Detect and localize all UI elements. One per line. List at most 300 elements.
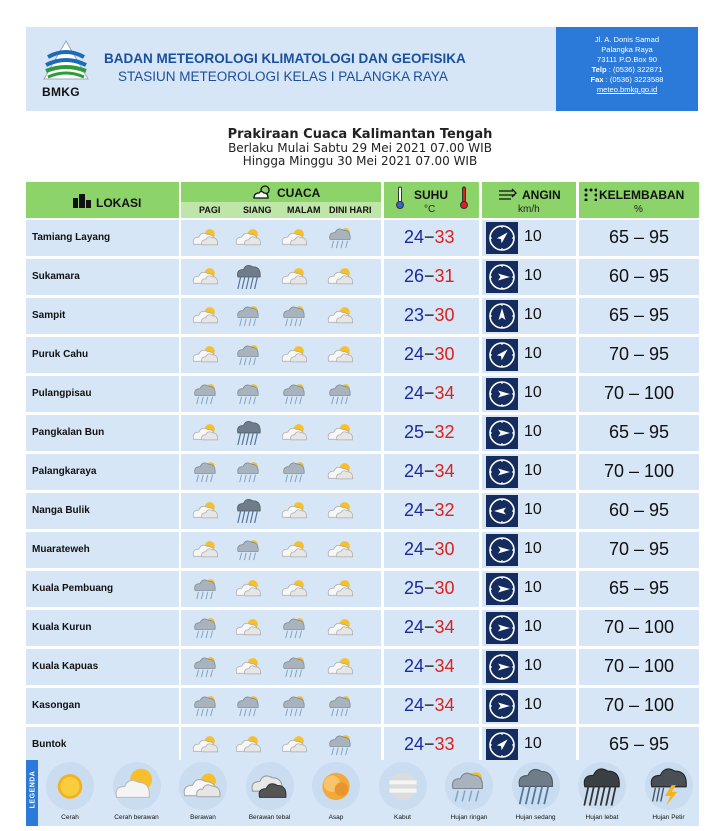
temperature-cell <box>384 532 479 568</box>
location-name: Buntok <box>32 739 67 750</box>
wind-cell <box>482 415 576 451</box>
table-row <box>26 571 699 607</box>
temp-dash: − <box>424 539 435 559</box>
legend-item-kabut <box>373 762 433 824</box>
legend-item-asap <box>306 762 366 824</box>
wind-cell <box>482 376 576 412</box>
weather-berawan-icon <box>234 575 264 603</box>
temp-max: 34 <box>434 617 455 637</box>
weather-hujan-ringan-icon <box>191 458 221 486</box>
weather-berawan-icon <box>326 497 356 525</box>
weather-berawan-icon <box>191 497 221 525</box>
thermometer-hot-icon <box>460 186 468 210</box>
humidity-cell <box>579 532 699 568</box>
weather-cell <box>181 259 381 295</box>
temp-dash: − <box>424 578 435 598</box>
humidity-cell <box>579 454 699 490</box>
weather-berawan-icon <box>326 458 356 486</box>
humidity-range: 65 – 95 <box>608 578 670 598</box>
weather-berawan-icon <box>234 224 264 252</box>
wind-compass-icon <box>486 222 518 254</box>
header-lokasi <box>26 182 179 218</box>
table-row <box>26 649 699 685</box>
weather-cell <box>181 610 381 646</box>
legend-label: Hujan sedang <box>515 814 556 821</box>
wind-cell <box>482 337 576 373</box>
legend-item-hujan-sedang <box>506 762 566 824</box>
weather-cell <box>181 571 381 607</box>
table-row <box>26 610 699 646</box>
temp-min: 25 <box>404 578 425 598</box>
wind-compass-icon <box>486 456 518 488</box>
location-name: Muarateweh <box>32 544 90 555</box>
contact-line: 73111 P.O.Box 90 <box>597 55 657 64</box>
table-row <box>26 415 699 451</box>
temperature-range <box>404 578 455 599</box>
temp-max: 34 <box>434 695 455 715</box>
temperature-range <box>404 461 455 482</box>
weather-berawan-icon <box>280 575 310 603</box>
angin-label: ANGIN <box>522 188 561 202</box>
temp-max: 32 <box>434 422 455 442</box>
location-cell <box>26 376 179 412</box>
period-band <box>181 202 381 218</box>
temp-min: 24 <box>404 617 425 637</box>
weather-hujan-ringan-icon <box>234 380 264 408</box>
weather-berawan-icon <box>326 263 356 291</box>
temp-min: 25 <box>404 422 425 442</box>
weather-berawan-icon <box>326 575 356 603</box>
wind-compass-icon <box>486 300 518 332</box>
weather-cell <box>181 493 381 529</box>
wind-cell <box>482 259 576 295</box>
wind-speed: 10 <box>524 735 542 752</box>
humidity-range: 70 – 95 <box>608 344 670 364</box>
wind-compass-icon <box>486 339 518 371</box>
wind-speed: 10 <box>524 657 542 674</box>
location-name: Kuala Pembuang <box>32 583 114 594</box>
weather-berawan-icon <box>280 731 310 759</box>
location-name: Puruk Cahu <box>32 349 89 360</box>
location-cell <box>26 298 179 334</box>
contact-telp: Telp : (0536) 322871 <box>591 65 663 74</box>
temp-max: 30 <box>434 578 455 598</box>
humidity-range: 70 – 100 <box>603 461 675 481</box>
city-icon <box>72 192 92 208</box>
weather-hujan-ringan-icon <box>191 692 221 720</box>
wind-compass-icon <box>486 495 518 527</box>
temperature-cell <box>384 415 479 451</box>
temp-min: 24 <box>404 734 425 754</box>
temperature-cell <box>384 220 479 256</box>
suhu-unit: °C <box>424 204 436 215</box>
table-row <box>26 220 699 256</box>
temperature-range <box>404 539 455 560</box>
weather-hujan-ringan-icon <box>191 380 221 408</box>
header-kelembaban <box>579 182 699 218</box>
weather-berawan-icon <box>191 419 221 447</box>
legend-label: Hujan Petir <box>652 814 685 821</box>
temp-max: 30 <box>434 344 455 364</box>
website-link[interactable]: meteo.bmkg.go.id <box>596 85 658 94</box>
weather-hujan-ringan-icon <box>280 380 310 408</box>
weather-hujan-ringan-icon <box>280 302 310 330</box>
temp-min: 23 <box>404 305 425 325</box>
temp-max: 31 <box>434 266 455 286</box>
temperature-cell <box>384 727 479 763</box>
weather-cell <box>181 220 381 256</box>
period-malam: MALAM <box>287 205 321 215</box>
weather-hujan-ringan-icon <box>234 341 264 369</box>
location-name: Sampit <box>32 310 66 321</box>
legend-item-cerah-berawan <box>107 762 167 824</box>
weather-cell <box>181 532 381 568</box>
humidity-range: 60 – 95 <box>608 500 670 520</box>
weather-hujan-ringan-icon <box>326 380 356 408</box>
berawan-icon <box>181 766 225 807</box>
wind-cell <box>482 493 576 529</box>
temp-max: 34 <box>434 383 455 403</box>
temp-min: 24 <box>404 227 425 247</box>
location-name: Sukamara <box>32 271 80 282</box>
wind-compass-icon <box>486 612 518 644</box>
legend-item-cerah <box>40 762 100 824</box>
temperature-cell <box>384 649 479 685</box>
weather-hujan-ringan-icon <box>234 692 264 720</box>
temperature-cell <box>384 298 479 334</box>
weather-hujan-ringan-icon <box>280 692 310 720</box>
temperature-range <box>404 734 455 755</box>
weather-hujan-ringan-icon <box>280 458 310 486</box>
temperature-cell <box>384 493 479 529</box>
location-name: Nanga Bulik <box>32 505 90 516</box>
location-name: Pangkalan Bun <box>32 427 105 438</box>
wind-compass-icon <box>486 378 518 410</box>
weather-hujan-ringan-icon <box>326 731 356 759</box>
wind-compass-icon <box>486 261 518 293</box>
temp-max: 32 <box>434 500 455 520</box>
humidity-range: 60 – 95 <box>608 266 670 286</box>
humidity-cell <box>579 649 699 685</box>
location-name: Pulangpisau <box>32 388 92 399</box>
weather-cell <box>181 376 381 412</box>
humidity-cell <box>579 376 699 412</box>
wind-speed: 10 <box>524 345 542 362</box>
weather-hujan-sedang-icon <box>234 263 264 291</box>
location-name: Kuala Kurun <box>32 622 92 633</box>
table-row <box>26 337 699 373</box>
period-pagi: PAGI <box>199 205 221 215</box>
table-row <box>26 454 699 490</box>
location-cell <box>26 493 179 529</box>
humidity-range: 65 – 95 <box>608 227 670 247</box>
temp-min: 24 <box>404 656 425 676</box>
weather-berawan-icon <box>191 224 221 252</box>
weather-berawan-icon <box>280 419 310 447</box>
weather-berawan-icon <box>191 341 221 369</box>
wind-icon <box>498 188 518 200</box>
temperature-cell <box>384 610 479 646</box>
legend-label: Berawan <box>190 814 216 821</box>
header-cuaca <box>181 182 381 218</box>
kelembaban-unit: % <box>634 204 643 215</box>
contact-fax: Fax : (0536) 3223588 <box>590 75 664 84</box>
weather-cell <box>181 454 381 490</box>
wind-compass-icon <box>486 651 518 683</box>
temp-dash: − <box>424 422 435 442</box>
weather-hujan-ringan-icon <box>280 653 310 681</box>
weather-berawan-icon <box>191 536 221 564</box>
humidity-range: 70 – 100 <box>603 383 675 403</box>
temp-min: 24 <box>404 344 425 364</box>
humidity-cell <box>579 298 699 334</box>
location-cell <box>26 532 179 568</box>
contact-line: Jl. A. Donis Samad <box>594 35 660 44</box>
temp-max: 30 <box>434 305 455 325</box>
wind-cell <box>482 688 576 724</box>
location-cell <box>26 220 179 256</box>
location-cell <box>26 688 179 724</box>
location-cell <box>26 727 179 763</box>
temperature-range <box>404 422 455 443</box>
humidity-cell <box>579 610 699 646</box>
temperature-range <box>404 383 455 404</box>
temp-min: 24 <box>404 695 425 715</box>
weather-cell <box>181 727 381 763</box>
legend-label: Berawan tebal <box>248 814 291 821</box>
weather-cell <box>181 415 381 451</box>
weather-hujan-ringan-icon <box>191 653 221 681</box>
forecast-valid-from: Berlaku Mulai Sabtu 29 Mei 2021 07.00 WIB <box>228 141 492 155</box>
wind-compass-icon <box>486 729 518 761</box>
weather-berawan-icon <box>326 419 356 447</box>
legend-item-hujan-petir <box>639 762 699 824</box>
berawan-tebal-icon <box>248 766 292 807</box>
location-cell <box>26 571 179 607</box>
weather-cell <box>181 649 381 685</box>
wind-cell <box>482 610 576 646</box>
weather-berawan-icon <box>326 536 356 564</box>
weather-hujan-ringan-icon <box>234 458 264 486</box>
legend-label: Cerah berawan <box>114 814 159 821</box>
temp-min: 24 <box>404 539 425 559</box>
weather-hujan-ringan-icon <box>326 692 356 720</box>
wind-cell <box>482 727 576 763</box>
humidity-range: 65 – 95 <box>608 305 670 325</box>
location-cell <box>26 415 179 451</box>
weather-cell <box>181 688 381 724</box>
humidity-cell <box>579 415 699 451</box>
temp-dash: − <box>424 383 435 403</box>
table-row <box>26 688 699 724</box>
logo-text: BMKG <box>42 85 80 99</box>
kabut-icon <box>381 766 425 807</box>
thermometer-cold-icon <box>396 186 404 210</box>
temp-dash: − <box>424 461 435 481</box>
location-cell <box>26 610 179 646</box>
table-row <box>26 727 699 763</box>
temperature-range <box>404 305 455 326</box>
temperature-range <box>404 344 455 365</box>
legend-label: Asap <box>328 814 344 821</box>
weather-hujan-ringan-icon <box>191 575 221 603</box>
wind-speed: 10 <box>524 384 542 401</box>
legend-label: Cerah <box>61 814 79 821</box>
legend <box>26 760 699 826</box>
temp-max: 33 <box>434 734 455 754</box>
wind-compass-icon <box>486 573 518 605</box>
location-name: Palangkaraya <box>32 466 97 477</box>
location-name: Kasongan <box>32 700 81 711</box>
weather-hujan-ringan-icon <box>234 302 264 330</box>
weather-berawan-icon <box>280 263 310 291</box>
temperature-range <box>404 266 455 287</box>
legend-title: LEGENDA <box>29 770 37 809</box>
temperature-range <box>404 227 455 248</box>
table-row <box>26 376 699 412</box>
hujan-ringan-icon <box>447 766 491 807</box>
temp-dash: − <box>424 734 435 754</box>
temp-dash: − <box>424 344 435 364</box>
wind-speed: 10 <box>524 267 542 284</box>
hujan-petir-icon <box>647 766 691 807</box>
cerah-icon <box>48 766 92 807</box>
wind-cell <box>482 532 576 568</box>
temp-dash: − <box>424 500 435 520</box>
wind-speed: 10 <box>524 540 542 557</box>
weather-berawan-icon <box>326 653 356 681</box>
wind-speed: 10 <box>524 462 542 479</box>
humidity-drops-icon <box>583 187 597 201</box>
contact-line: Palangka Raya <box>601 45 653 54</box>
weather-berawan-icon <box>234 614 264 642</box>
weather-berawan-icon <box>280 536 310 564</box>
humidity-cell <box>579 493 699 529</box>
temperature-cell <box>384 376 479 412</box>
legend-label: Kabut <box>394 814 411 821</box>
location-name: Kuala Kapuas <box>32 661 99 672</box>
legend-label: Hujan lebat <box>585 814 619 821</box>
wind-cell <box>482 454 576 490</box>
lokasi-label: LOKASI <box>96 196 142 210</box>
weather-hujan-sedang-icon <box>234 419 264 447</box>
hujan-lebat-icon <box>580 766 624 807</box>
weather-berawan-icon <box>326 341 356 369</box>
table-row <box>26 259 699 295</box>
temp-dash: − <box>424 656 435 676</box>
legend-item-berawan <box>173 762 233 824</box>
legend-item-hujan-ringan <box>439 762 499 824</box>
temp-max: 34 <box>434 461 455 481</box>
temperature-range <box>404 695 455 716</box>
legend-item-berawan-tebal <box>240 762 300 824</box>
humidity-cell <box>579 337 699 373</box>
wind-speed: 10 <box>524 306 542 323</box>
header-angin <box>482 182 576 218</box>
temp-dash: − <box>424 305 435 325</box>
temperature-range <box>404 656 455 677</box>
temp-min: 24 <box>404 500 425 520</box>
temperature-cell <box>384 688 479 724</box>
wind-cell <box>482 298 576 334</box>
bmkg-logo <box>40 39 96 101</box>
wind-cell <box>482 220 576 256</box>
humidity-cell <box>579 727 699 763</box>
temp-max: 34 <box>434 656 455 676</box>
legend-item-hujan-lebat <box>572 762 632 824</box>
legend-label: Hujan ringan <box>450 814 488 821</box>
location-cell <box>26 259 179 295</box>
wind-speed: 10 <box>524 423 542 440</box>
temperature-range <box>404 500 455 521</box>
temp-dash: − <box>424 266 435 286</box>
weather-hujan-ringan-icon <box>326 224 356 252</box>
cloud-sun-icon <box>251 184 273 200</box>
weather-berawan-icon <box>234 731 264 759</box>
weather-berawan-icon <box>191 263 221 291</box>
org-subtitle: STASIUN METEOROLOGI KELAS I PALANGKA RAYA <box>118 69 448 84</box>
humidity-range: 65 – 95 <box>608 422 670 442</box>
humidity-cell <box>579 259 699 295</box>
bmkg-emblem-icon <box>40 39 92 85</box>
contact-box <box>556 27 698 111</box>
humidity-range: 70 – 100 <box>603 617 675 637</box>
forecast-valid-to: Hingga Minggu 30 Mei 2021 07.00 WIB <box>242 154 478 168</box>
period-dini-hari: DINI HARI <box>329 205 372 215</box>
wind-speed: 10 <box>524 579 542 596</box>
wind-speed: 10 <box>524 228 542 245</box>
humidity-cell <box>579 220 699 256</box>
location-cell <box>26 454 179 490</box>
wind-compass-icon <box>486 417 518 449</box>
table-row <box>26 493 699 529</box>
location-cell <box>26 337 179 373</box>
temp-max: 33 <box>434 227 455 247</box>
weather-hujan-ringan-icon <box>191 614 221 642</box>
temp-dash: − <box>424 227 435 247</box>
weather-berawan-icon <box>280 224 310 252</box>
weather-berawan-icon <box>191 302 221 330</box>
hujan-sedang-icon <box>514 766 558 807</box>
wind-speed: 10 <box>524 618 542 635</box>
cerah-berawan-icon <box>115 766 159 807</box>
weather-cell <box>181 337 381 373</box>
table-row <box>26 298 699 334</box>
org-title: BADAN METEOROLOGI KLIMATOLOGI DAN GEOFISIKA <box>104 51 466 66</box>
temp-min: 26 <box>404 266 425 286</box>
weather-berawan-icon <box>326 302 356 330</box>
asap-icon <box>314 766 358 807</box>
weather-hujan-ringan-icon <box>234 536 264 564</box>
humidity-cell <box>579 688 699 724</box>
temp-max: 30 <box>434 539 455 559</box>
weather-berawan-icon <box>191 731 221 759</box>
humidity-range: 65 – 95 <box>608 734 670 754</box>
weather-hujan-ringan-icon <box>280 614 310 642</box>
humidity-range: 70 – 95 <box>608 539 670 559</box>
weather-hujan-sedang-icon <box>234 497 264 525</box>
weather-berawan-icon <box>280 341 310 369</box>
forecast-title: Prakiraan Cuaca Kalimantan Tengah <box>227 127 493 142</box>
table-row <box>26 532 699 568</box>
location-name: Tamiang Layang <box>32 232 111 243</box>
temp-min: 24 <box>404 383 425 403</box>
weather-cell <box>181 298 381 334</box>
temp-dash: − <box>424 617 435 637</box>
wind-speed: 10 <box>524 501 542 518</box>
temperature-cell <box>384 337 479 373</box>
cuaca-label: CUACA <box>277 186 321 200</box>
